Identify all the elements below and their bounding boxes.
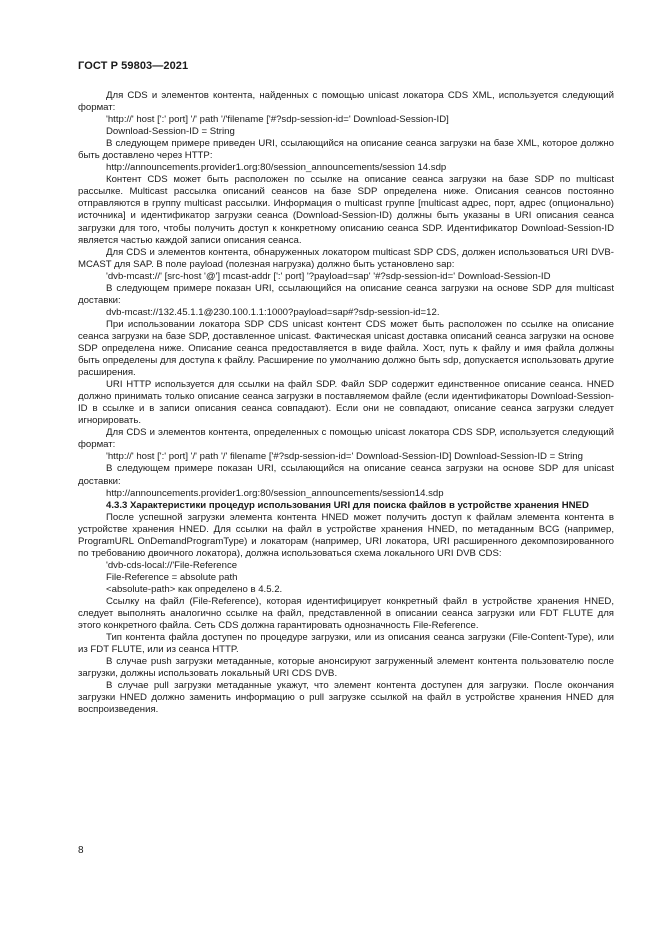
code-line: 'dvb-cds-local://'File-Reference [106,559,238,571]
page-number: 8 [78,845,84,856]
paragraph: В следующем примере показан URI, ссылающийся на описание сеанса загрузки на основе SDP для multicast доставки: [78,282,614,306]
paragraph: Для CDS и элементов контента, обнаруженных локатором multicast SDP CDS, должен использоваться URI DVB-MCAST для SAP. В поле payload (полезная нагрузка) должно быть установлено sap: [78,246,614,270]
code-line: http://announcements.provider1.org:80/session_announcements/session 14.sdp [106,162,447,174]
code-line: <absolute-path> как определено в 4.5.2. [106,583,283,595]
paragraph: Тип контента файла доступен по процедуре загрузки, или из описания сеанса загрузки (File-Content-Type), или из FDT FLUTE, или из сеанса HTTP. [78,632,614,656]
code-line: 'http://' host [':' port] '/' path '/'filename ['#?sdp-session-id=' Download-Session-ID] [106,114,449,126]
paragraph: Для CDS и элементов контента, найденных с помощью unicast локатора CDS XML, используется следующий формат: [78,90,614,114]
paragraph: Контент CDS может быть расположен по ссылке на описание сеанса загрузки на базе SDP по multicast рассылке. Multicast рассылка описаний сеансов на базе SDP определена ниже. Описания сеансов постоянно отправляются в группу multicast рассылки. Информация о multicast группе [multicast адрес, порт, адрес (опционально) источника] и идентификатор загрузки сеанса (Download-Session-ID) должны быть указаны в URI описания сеанса загрузки для того, чтобы получить доступ к конкретному описанию сеанса SDP. Идентификатор Download-Session-ID является частью каждой записи описания сеанса. [78,174,614,246]
paragraph: URI HTTP используется для ссылки на файл SDP. Файл SDP содержит единственное описание сеанса. HNED должно принимать только описание сеанса загрузки в поставляемом файле (если идентификаторы Download-Session-ID в ссылке и в записи описания сеанса совпадают). Если они не совпадают, описание сеанса загрузки следует игнорировать. [78,379,614,427]
paragraph: В случае pull загрузки метаданные укажут, что элемент контента доступен для загрузки. После окончания загрузки HNED должно заменить информацию о pull загрузке ссылкой на файл в устройстве хранения HNED для воспроизведения. [78,680,614,716]
code-line: dvb-mcast://132.45.1.1@230.100.1.1:1000?payload=sap#?sdp-session-id=12. [106,306,440,318]
paragraph: В следующем примере показан URI, ссылающийся на описание сеанса загрузки на основе SDP для unicast доставки: [78,463,614,487]
code-line: http://announcements.provider1.org:80/session_announcements/session14.sdp [106,487,444,499]
code-line: Download-Session-ID = String [106,126,235,138]
paragraph: В следующем примере приведен URI, ссылающийся на описание сеанса загрузки на базе XML, которое должно быть доставлено через HTTP: [78,138,614,162]
paragraph: Ссылку на файл (File-Reference), которая идентифицирует конкретный файл в устройстве хранения HNED, следует выполнять аналогично ссылке на файл, представленной в описании сеанса загрузки или FDT FLUTE для этого конкретного файла. Сеть CDS должна гарантировать однозначность File-Reference. [78,595,614,632]
paragraph: В случае push загрузки метаданные, которые анонсируют загруженный элемент контента пользователю после загрузки, должны использовать локальный URI CDS DVB. [78,656,614,680]
document-header: ГОСТ Р 59803—2021 [78,60,189,72]
section-heading: 4.3.3 Характеристики процедур использования URI для поиска файлов в устройстве хранения HNED [106,499,589,511]
paragraph: При использовании локатора SDP CDS unicast контент CDS может быть расположен по ссылке на описание сеанса загрузки на базе SDP, доставленное unicast. Фактическая unicast доставка описаний сеанса загрузки на основе SDP определена ниже. Описание сеанса предоставляется в виде файла. Хост, путь к файлу и имя файла должны быть определены для доступа к файлу. Расширение по умолчанию должно быть sdp, допускается использовать другие расширения. [78,318,614,379]
paragraph: Для CDS и элементов контента, определенных с помощью unicast локатора CDS SDP, используется следующий формат: [78,427,614,451]
code-line: 'http://' host [':' port] '/' path '/' filename ['#?sdp-session-id=' Download-Session-ID] Download-Session-ID = String [106,451,583,463]
code-line: File-Reference = absolute path [106,571,238,583]
code-line: 'dvb-mcast://' [src-host '@'] mcast-addr [':' port] '?payload=sap' '#?sdp-session-id=' Download-Session-ID [106,270,551,282]
paragraph: После успешной загрузки элемента контента HNED может получить доступ к файлам элемента контента в устройстве хранения HNED. Для ссылки на файл в устройстве хранения HNED, по метаданным BCG (например, ProgramURL OnDemandProgramType) и локаторам (например, URI локатора, URI расширенного декомпозированного по требованию двоичного локатора), должна использоваться схема локального URI DVB CDS: [78,511,614,559]
document-body [78,90,614,716]
